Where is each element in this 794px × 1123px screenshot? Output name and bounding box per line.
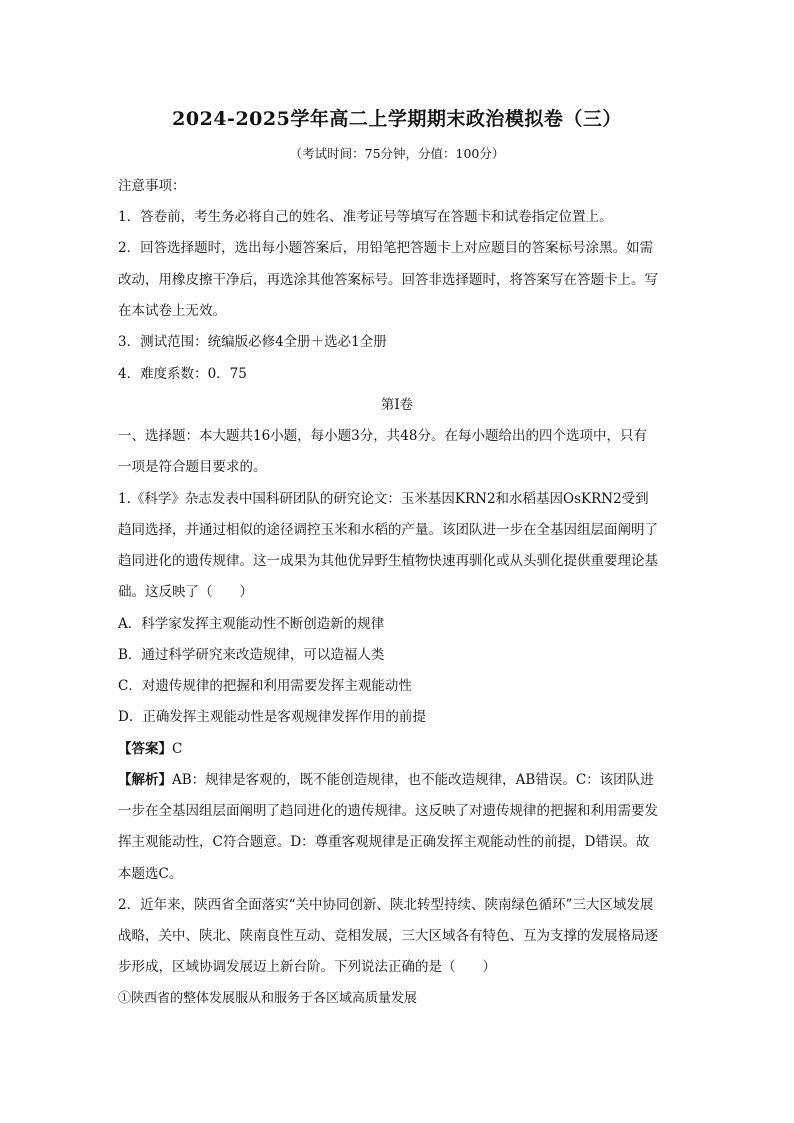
notice-line: 4．难度系数：0．75 — [118, 366, 247, 382]
q2-stem-line: 战略，关中、陕北、陕南良性互动、竞相发展，三大区域各有特色、互为支撑的发展格局逐 — [118, 928, 658, 944]
q1-analysis-line: 本题选C。 — [118, 866, 183, 882]
analysis-label: 【解析】 — [118, 772, 172, 788]
q2-item-line: ①陕西省的整体发展服从和服务于各区域高质量发展 — [118, 991, 418, 1006]
notice-line: 2．回答选择题时，选出每小题答案后，用铅笔把答题卡上对应题目的答案标号涂黑。如需 — [118, 240, 654, 256]
q1-stem-line: 1.《科学》杂志发表中国科研团队的研究论文：玉米基因KRN2和水稻基因OsKRN2受到 — [118, 491, 649, 507]
q1-analysis-line: 挥主观能动性，C符合题意。D：尊重客观规律是正确发挥主观能动性的前提，D错误。故 — [118, 834, 650, 850]
notice-line: 3．测试范围：统编版必修4全册＋选必1全册 — [118, 334, 387, 350]
q1-option-a: A．科学家发挥主观能动性不断创造新的规律 — [118, 616, 385, 632]
q2-stem-line: 步形成，区域协调发展迈上新台阶。下列说法正确的是（ ） — [118, 959, 496, 975]
q1-stem-line: 础。这反映了（ ） — [118, 584, 253, 600]
exam-subtitle: （考试时间：75分钟，分值：100分） — [289, 146, 505, 161]
analysis-text: AB：规律是客观的，既不能创造规律，也不能改造规律，AB错误。C：该团队进 — [172, 772, 654, 788]
q1-stem-line: 趋同进化的遗传规律。这一成果为其他优异野生植物快速再驯化或从头驯化提供重要理论基 — [118, 553, 658, 569]
q1-option-b: B．通过科学研究来改造规律，可以造福人类 — [118, 647, 385, 663]
q1-answer — [118, 739, 678, 759]
section-heading-line: 一、选择题：本大题共16小题，每小题3分，共48分。在每小题给出的四个选项中，只有 — [118, 428, 647, 444]
q1-stem-line: 趋同选择，并通过相似的途径调控玉米和水稻的产量。该团队进一步在全基因组层面阐明了 — [118, 522, 658, 538]
q1-analysis-line — [118, 770, 678, 790]
exam-title: 2024-2025学年高二上学期期末政治模拟卷（三） — [172, 108, 622, 130]
q1-analysis-line: 一步在全基因组层面阐明了趋同进化的遗传规律。这反映了对遗传规律的把握和利用需要发 — [118, 803, 658, 819]
answer-label: 【答案】 — [118, 741, 172, 757]
part-heading: 第Ⅰ卷 — [380, 397, 414, 413]
notice-line: 改动，用橡皮擦干净后，再选涂其他答案标号。回答非选择题时，将答案写在答题卡上。写 — [118, 272, 658, 288]
notice-line: 在本试卷上无效。 — [118, 303, 226, 319]
notice-heading: 注意事项： — [118, 178, 186, 194]
q2-stem-line: 2．近年来，陕西省全面落实“关中协同创新、陕北转型持续、陕南绿色循环”三大区域发展 — [118, 897, 654, 913]
section-heading-line: 一项是符合题目要求的。 — [118, 459, 267, 475]
answer-value: C — [172, 741, 183, 757]
q1-option-d: D．正确发挥主观能动性是客观规律发挥作用的前提 — [118, 709, 426, 725]
q1-option-c: C．对遗传规律的把握和利用需要发挥主观能动性 — [118, 678, 412, 694]
notice-line: 1．答卷前，考生务必将自己的姓名、准考证号等填写在答题卡和试卷指定位置上。 — [118, 209, 613, 225]
